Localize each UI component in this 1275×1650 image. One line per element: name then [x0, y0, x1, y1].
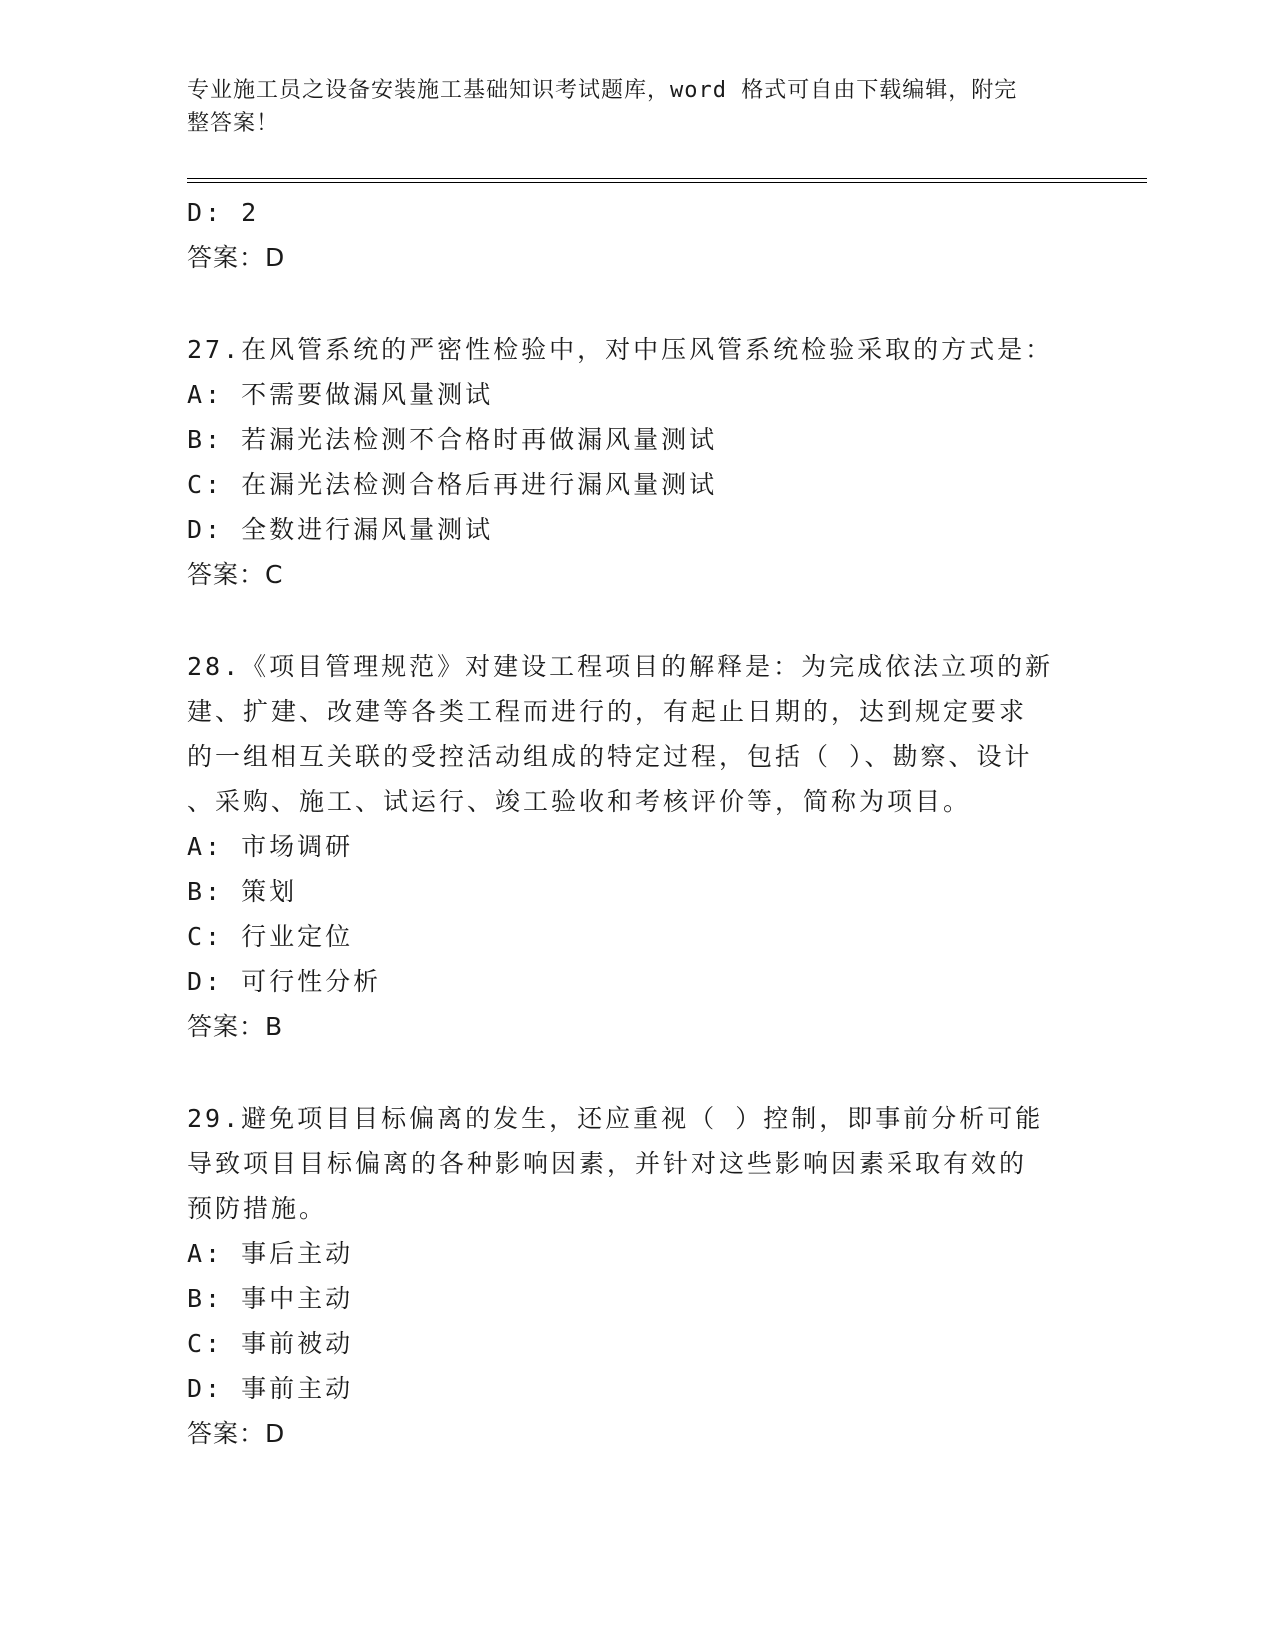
question-list: [187, 190, 1147, 1456]
option-b: B: 若漏光法检测不合格时再做漏风量测试: [187, 425, 718, 454]
question-line: 建、扩建、改建等各类工程而进行的，有起止日期的，达到规定要求: [187, 697, 1028, 726]
answer-text: 答案：B: [187, 1012, 284, 1041]
header-line: 整答案！: [187, 111, 280, 136]
option-c: C: 在漏光法检测合格后再进行漏风量测试: [187, 470, 718, 499]
spacer: [187, 280, 1147, 327]
option-d: D: 2: [187, 198, 260, 227]
question-28: [187, 644, 1147, 1049]
option-b: B: 事中主动: [187, 1284, 354, 1313]
question-text: [187, 644, 1147, 824]
option-d: D: 全数进行漏风量测试: [187, 515, 494, 544]
spacer: [187, 1049, 1147, 1096]
question-line: 28.《项目管理规范》对建设工程项目的解释是：为完成依法立项的新: [187, 652, 1054, 681]
question-line: 、采购、施工、试运行、竣工验收和考核评价等，简称为项目。: [187, 787, 972, 816]
question-text: [187, 1096, 1147, 1231]
answer-text: 答案：C: [187, 560, 284, 589]
option-c: C: 事前被动: [187, 1329, 354, 1358]
option-d: D: 可行性分析: [187, 967, 382, 996]
question-line: 预防措施。: [187, 1194, 328, 1223]
question-line: 27.在风管系统的严密性检验中，对中压风管系统检验采取的方式是：: [187, 335, 1054, 364]
option-c: C: 行业定位: [187, 922, 354, 951]
question-27: [187, 327, 1147, 597]
option-d: D: 事前主动: [187, 1374, 354, 1403]
option-a: A: 事后主动: [187, 1239, 354, 1268]
question-line: 的一组相互关联的受控活动组成的特定过程，包括（ ）、勘察、设计: [187, 742, 1033, 771]
header-divider: [187, 178, 1147, 183]
answer-text: 答案：D: [187, 1419, 286, 1448]
option-a: A: 不需要做漏风量测试: [187, 380, 494, 409]
option-a: A: 市场调研: [187, 832, 354, 861]
question-line: 导致项目目标偏离的各种影响因素，并针对这些影响因素采取有效的: [187, 1149, 1028, 1178]
header-line: 专业施工员之设备安装施工基础知识考试题库，word 格式可自由下载编辑，附完: [187, 78, 1018, 103]
option-b: B: 策划: [187, 877, 298, 906]
document-header: [187, 74, 1087, 140]
question-29: [187, 1096, 1147, 1456]
spacer: [187, 597, 1147, 644]
question-text: [187, 327, 1147, 372]
previous-question-fragment: [187, 190, 1147, 280]
question-line: 29.避免项目目标偏离的发生，还应重视（ ）控制，即事前分析可能: [187, 1104, 1044, 1133]
answer-text: 答案：D: [187, 243, 286, 272]
